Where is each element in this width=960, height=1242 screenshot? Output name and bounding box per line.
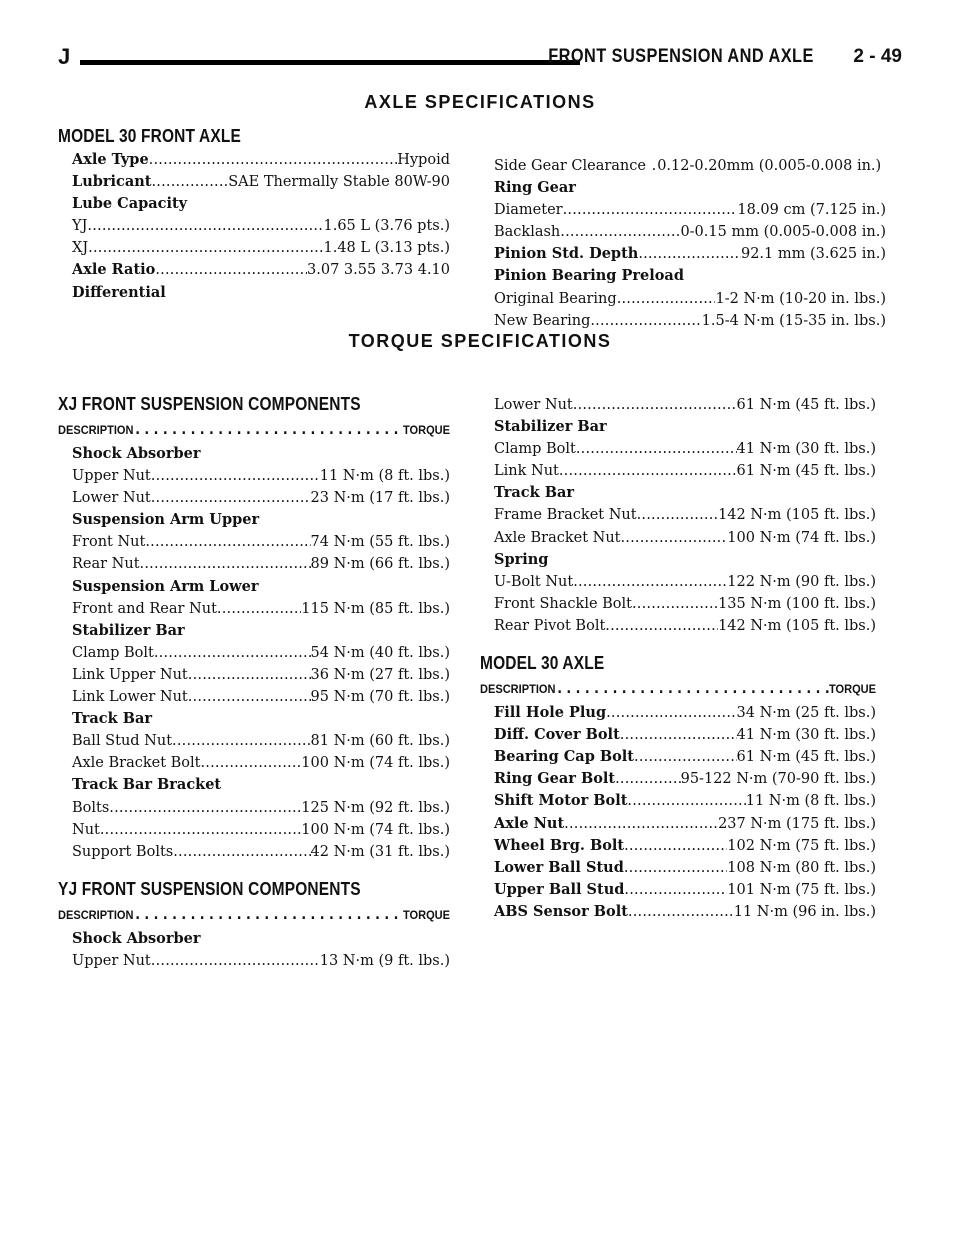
torque-row-value: 89 N·m (66 ft. lbs.) — [310, 556, 450, 573]
torque-row — [58, 553, 450, 575]
torque-row-label: Lower Nut — [72, 490, 151, 507]
torque-row-label: Nut — [72, 821, 100, 838]
torque-row-value: 115 N·m (85 ft. lbs.) — [301, 600, 450, 617]
torque-row-label: Frame Bracket Nut — [494, 507, 637, 524]
axle-specs-left-column — [58, 126, 450, 304]
model30-items — [480, 702, 876, 923]
torque-row — [480, 835, 876, 857]
spec-row: Lubricant ..... SAE Thermally Stable 80W-90 — [58, 171, 450, 193]
torque-specs-title: TORQUE SPECIFICATIONS — [348, 331, 612, 351]
torque-row — [480, 724, 876, 746]
description-torque-header: DESCRIPTION ..... TORQUE — [58, 908, 450, 922]
axle-specs-right-column — [494, 155, 886, 332]
torque-row-value: 135 N·m (100 ft. lbs.) — [718, 595, 876, 612]
spec-row: XJ ..... 1.48 L (3.13 pts.) — [58, 237, 450, 259]
torque-group-heading: Stabilizer Bar — [494, 418, 607, 436]
torque-row — [480, 768, 876, 790]
header-rule — [80, 60, 580, 65]
torque-row — [480, 879, 876, 901]
torque-row — [480, 702, 876, 724]
torque-row-label: Ring Gear Bolt — [494, 770, 616, 788]
torque-row-value: 101 N·m (75 ft. lbs.) — [727, 881, 876, 898]
torque-row-value: 125 N·m (92 ft. lbs.) — [301, 799, 450, 816]
torque-row-value: 100 N·m (74 ft. lbs.) — [301, 755, 450, 772]
torque-row-value: 13 N·m (9 ft. lbs.) — [319, 952, 450, 969]
torque-row-value: 74 N·m (55 ft. lbs.) — [310, 534, 450, 551]
torque-row-value: 11 N·m (8 ft. lbs.) — [745, 793, 876, 810]
spec-row: Axle Ratio ..... 3.07 3.55 3.73 4.10 — [58, 259, 450, 281]
torque-row-value: 36 N·m (27 ft. lbs.) — [310, 666, 450, 683]
spec-row: Pinion Std. Depth ..... 92.1 mm (3.625 in.) — [494, 243, 886, 265]
torque-row-label: Front Nut — [72, 534, 146, 551]
torque-row-label: Upper Nut — [72, 468, 151, 485]
torque-row — [58, 797, 450, 819]
torque-row-label: Upper Nut — [72, 952, 151, 969]
torque-row-value: 61 N·m (45 ft. lbs.) — [736, 463, 876, 480]
torque-row-label: Bearing Cap Bolt — [494, 748, 635, 766]
xj-heading: XJ FRONT SUSPENSION COMPONENTS — [58, 394, 361, 414]
torque-row-label: Lower Nut — [494, 397, 573, 413]
torque-row-value: 41 N·m (30 ft. lbs.) — [736, 441, 876, 458]
torque-row — [480, 593, 876, 615]
torque-row — [58, 841, 450, 863]
torque-row-value: 81 N·m (60 ft. lbs.) — [310, 733, 450, 750]
torque-row-label: Rear Pivot Bolt — [494, 617, 606, 634]
torque-group-heading: Stabilizer Bar — [72, 621, 185, 639]
torque-row-value: 102 N·m (75 ft. lbs.) — [727, 837, 876, 854]
spec-row: Diameter ..... 18.09 cm (7.125 in.) — [494, 199, 886, 221]
torque-group-heading: Spring — [494, 550, 549, 568]
spec-row: YJ ..... 1.65 L (3.76 pts.) — [58, 215, 450, 237]
torque-row-label: Support Bolts — [72, 843, 174, 860]
torque-row-label: Clamp Bolt — [494, 441, 576, 458]
torque-row-label: Axle Bracket Nut — [494, 529, 621, 546]
torque-row-label: Rear Nut — [72, 556, 140, 573]
torque-row — [58, 664, 450, 686]
torque-row — [480, 527, 876, 549]
torque-row — [58, 730, 450, 752]
torque-row-value: 95 N·m (70 ft. lbs.) — [310, 689, 450, 706]
torque-row — [58, 686, 450, 708]
torque-row-label: Lower Ball Stud — [494, 858, 624, 876]
torque-group-heading: Track Bar Bracket — [72, 776, 222, 794]
torque-group-heading: Shock Absorber — [72, 445, 201, 462]
torque-row-label: Axle Nut — [494, 814, 565, 832]
torque-group-heading: Suspension Arm Upper — [72, 511, 260, 529]
page-header — [58, 44, 902, 74]
model30-axle-heading: MODEL 30 AXLE — [480, 653, 605, 674]
torque-row-value: 142 N·m (105 ft. lbs.) — [718, 617, 876, 634]
torque-row-label: Upper Ball Stud — [494, 880, 625, 898]
spec-row: Original Bearing ..... 1-2 N·m (10-20 in. lbs.) — [494, 288, 886, 310]
torque-right-column — [480, 394, 876, 923]
torque-row-label: Shift Motor Bolt — [494, 792, 628, 810]
spec-row: Axle Type ..... Hypoid — [58, 149, 450, 171]
torque-row — [58, 642, 450, 664]
spec-row: Side Gear Clearance . 0.12-0.20mm (0.005-0.008 in.) — [494, 158, 882, 174]
axle-specs-title: AXLE SPECIFICATIONS — [364, 92, 596, 112]
torque-row-value: 108 N·m (80 ft. lbs.) — [727, 859, 876, 876]
spec-row: Backlash ..... 0-0.15 mm (0.005-0.008 in.) — [494, 221, 886, 243]
header-title: FRONT SUSPENSION AND AXLE — [548, 46, 814, 67]
torque-left-column — [58, 394, 450, 972]
torque-group-heading: Track Bar — [72, 710, 152, 728]
torque-row-value: 11 N·m (96 in. lbs.) — [733, 903, 876, 920]
xj-groups — [58, 443, 450, 863]
spec-subheading: Lube Capacity — [72, 195, 188, 213]
torque-row — [58, 465, 450, 487]
torque-row-value: 61 N·m (45 ft. lbs.) — [736, 397, 876, 413]
model30-front-axle-heading: MODEL 30 FRONT AXLE — [58, 126, 242, 146]
torque-row — [480, 571, 876, 593]
yj-groups — [58, 928, 450, 972]
torque-row-value: 61 N·m (45 ft. lbs.) — [736, 749, 876, 766]
yj-continued — [480, 394, 876, 416]
torque-row — [58, 531, 450, 553]
torque-row-label: Front Shackle Bolt — [494, 595, 632, 612]
torque-group-heading: Suspension Arm Lower — [72, 577, 259, 595]
torque-row-label: U-Bolt Nut — [494, 573, 574, 590]
torque-row — [480, 813, 876, 835]
torque-row — [58, 950, 450, 972]
spec-subheading: Ring Gear — [494, 179, 576, 197]
torque-row-label: Fill Hole Plug — [494, 704, 607, 722]
torque-row-label: Wheel Brg. Bolt — [494, 836, 625, 854]
description-torque-header: DESCRIPTION ..... TORQUE — [58, 423, 450, 437]
torque-row-label: ABS Sensor Bolt — [494, 902, 628, 920]
torque-row — [480, 438, 876, 460]
torque-row — [480, 746, 876, 768]
torque-row-value: 122 N·m (90 ft. lbs.) — [727, 573, 876, 590]
spec-row: New Bearing ..... 1.5-4 N·m (15-35 in. lbs.) — [494, 310, 886, 332]
torque-row-value: 54 N·m (40 ft. lbs.) — [310, 644, 450, 661]
torque-row — [480, 394, 876, 416]
torque-row-value: 42 N·m (31 ft. lbs.) — [310, 843, 450, 860]
torque-row-value: 100 N·m (74 ft. lbs.) — [727, 529, 876, 546]
spec-subheading: Differential — [72, 283, 166, 301]
description-torque-header: DESCRIPTION ..... TORQUE — [480, 682, 876, 696]
header-letter: J — [58, 44, 71, 69]
torque-row-value: 100 N·m (74 ft. lbs.) — [301, 821, 450, 838]
torque-row-value: 237 N·m (175 ft. lbs.) — [718, 815, 876, 832]
torque-row-label: Link Lower Nut — [72, 689, 188, 706]
torque-row-label: Diff. Cover Bolt — [494, 726, 620, 744]
torque-row — [58, 598, 450, 620]
torque-row — [480, 790, 876, 812]
torque-row-label: Link Upper Nut — [72, 666, 188, 683]
torque-group-heading: Shock Absorber — [72, 929, 201, 947]
torque-row-value: 11 N·m (8 ft. lbs.) — [319, 468, 450, 485]
torque-row — [480, 504, 876, 526]
yj-heading: YJ FRONT SUSPENSION COMPONENTS — [58, 878, 361, 899]
torque-row — [58, 487, 450, 509]
torque-group-heading: Track Bar — [494, 484, 574, 502]
yj-groups — [480, 416, 876, 637]
torque-row-label: Axle Bracket Bolt — [72, 755, 201, 772]
torque-row-value: 95-122 N·m (70-90 ft. lbs.) — [680, 771, 876, 788]
torque-row — [480, 857, 876, 879]
torque-row-value: 142 N·m (105 ft. lbs.) — [718, 507, 876, 524]
torque-row — [480, 901, 876, 923]
torque-row — [58, 819, 450, 841]
torque-row — [58, 752, 450, 774]
torque-row-label: Clamp Bolt — [72, 644, 154, 661]
torque-row-value: 23 N·m (17 ft. lbs.) — [310, 490, 450, 507]
torque-row-label: Ball Stud Nut — [72, 733, 173, 750]
page-number: 2 - 49 — [853, 46, 902, 67]
torque-row-value: 34 N·m (25 ft. lbs.) — [736, 705, 876, 722]
torque-row-label: Bolts — [72, 799, 110, 816]
torque-row-label: Link Nut — [494, 463, 559, 480]
torque-row-label: Front and Rear Nut — [72, 600, 217, 617]
torque-row — [480, 460, 876, 482]
torque-row — [480, 615, 876, 637]
torque-row-value: 41 N·m (30 ft. lbs.) — [736, 727, 876, 744]
spec-subheading: Pinion Bearing Preload — [494, 267, 684, 285]
